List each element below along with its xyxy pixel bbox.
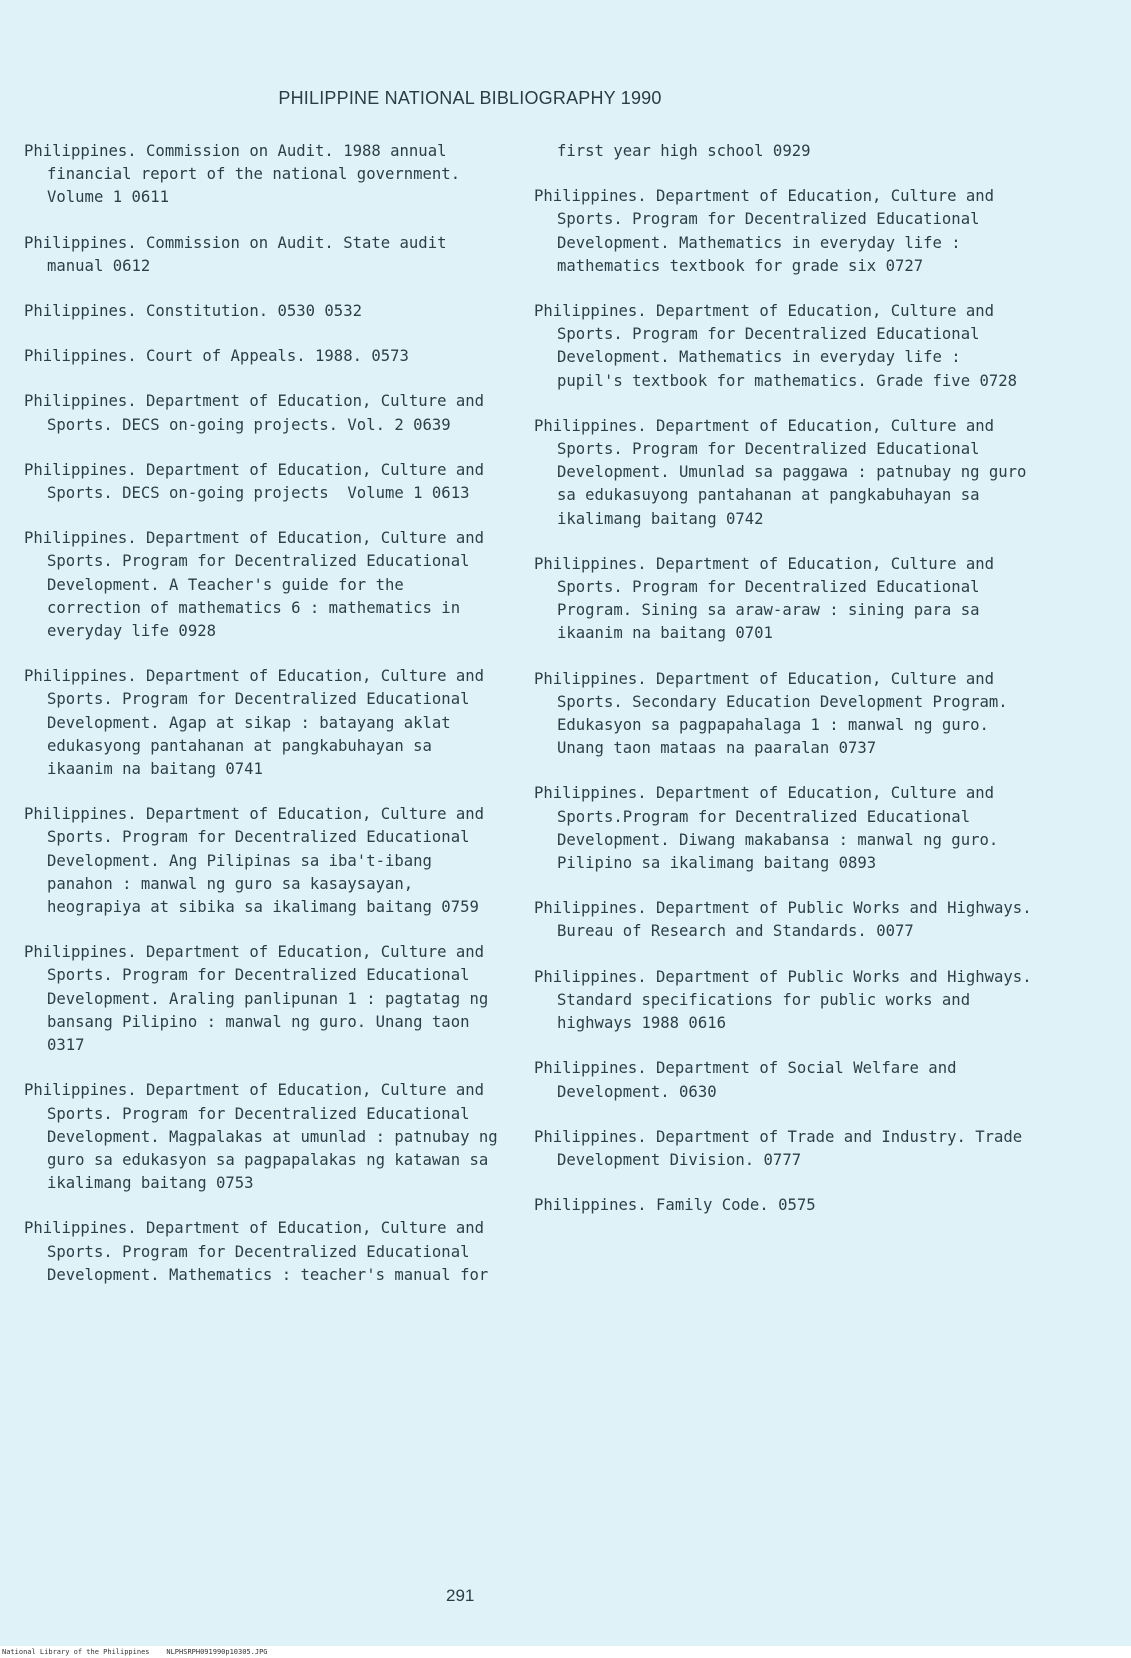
bib-entry: Philippines. Department of Trade and Industry. Trade Development Division. 0777 [534, 1127, 1032, 1169]
bib-entry: Philippines. Department of Education, Culture and Sports. Program for Decentralized Educational Development. Agap at sikap : batayang aklat edukasyong pantahanan at pangkabuhayan sa ikaanim na baitang 0741 [24, 667, 494, 779]
bib-entry: Philippines. Commission on Audit. State audit manual 0612 [24, 233, 456, 275]
bib-entry: Philippines. Department of Education, Culture and Sports. Program for Decentralized Educational Development. A Teacher's guide for the correction of mathematics 6 : mathematics in everyday life 0928 [24, 529, 494, 641]
bib-entry: Philippines. Department of Education, Culture and Sports. Secondary Education Development Program. Edukasyon sa pagpapahalaga 1 : manwal ng guro. Unang taon mataas na paaralan 0737 [534, 669, 1018, 758]
page-number: 291 [446, 1586, 475, 1605]
bib-entry: Philippines. Family Code. 0575 [534, 1196, 816, 1215]
bib-entry: Philippines. Commission on Audit. 1988 annual financial report of the national government. Volume 1 0611 [24, 142, 470, 207]
left-column [24, 140, 508, 1309]
bib-entry: Philippines. Department of Education, Culture and Sports. Program for Decentralized Educational Development. Magpalakas at umunlad : patnubay ng guro sa edukasyon sa pagpapalakas ng katawan sa ikalimang baitang 0753 [24, 1081, 508, 1193]
scan-footer [0, 1646, 1131, 1658]
bib-entry: Philippines. Department of Education, Culture and Sports. Program for Decentralized Educational Development. Mathematics in everyday life : pupil's textbook for mathematics. Grade five 0728 [534, 302, 1018, 390]
bib-entry: Philippines. Department of Education, Culture and Sports. Program for Decentralized Educational Development. Mathematics : teacher's manual for [24, 1219, 494, 1284]
footer-file: NLPHSRPH091990p10305.JPG [166, 1648, 268, 1656]
bib-entry: Philippines. Constitution. 0530 0532 [24, 302, 362, 321]
footer-library: National Library of the Philippines [2, 1648, 150, 1656]
bib-entry: Philippines. Department of Social Welfare and Development. 0630 [534, 1059, 966, 1101]
bib-entry: Philippines. Department of Education, Culture and Sports. Program for Decentralized Educational Development. Araling panlipunan 1 : pagtatag ng bansang Pilipino : manwal ng guro. Unang taon 0317 [24, 943, 498, 1055]
bib-entry: Philippines. Department of Education, Culture and Sports. Program for Decentralized Educational Development. Mathematics in everyday life : mathematics textbook for grade six 0727 [534, 187, 1004, 275]
bib-entry: Philippines. Court of Appeals. 1988. 0573 [24, 347, 409, 366]
bib-entry: Philippines. Department of Education, Culture and Sports.Program for Decentralized Educational Development. Diwang makabansa : manwal ng guro. Pilipino sa ikalimang baitang 0893 [534, 784, 1008, 873]
right-column [534, 140, 1041, 1239]
bib-entry: Philippines. Department of Education, Culture and Sports. Program for Decentralized Educational Development. Umunlad sa paggawa : patnubay ng guro sa edukasuyong pantahanan at pangkabuhayan sa ikalimang baitang 0742 [534, 416, 1036, 528]
bib-entry: Philippines. Department of Education, Culture and Sports. DECS on-going projects. Vol. 2 0639 [24, 392, 494, 434]
bib-entry-continuation: first year high school 0929 [557, 142, 811, 160]
bib-entry: Philippines. Department of Education, Culture and Sports. Program for Decentralized Educational Development. Ang Pilipinas sa iba't-ibang panahon : manwal ng guro sa kasaysayan, heograpiya at sibika sa ikalimang baitang 0759 [24, 805, 494, 917]
bib-entry: Philippines. Department of Public Works and Highways. Bureau of Research and Standards. 0077 [534, 899, 1041, 941]
page-title: PHILIPPINE NATIONAL BIBLIOGRAPHY 1990 [278, 88, 662, 108]
bib-entry: Philippines. Department of Education, Culture and Sports. Program for Decentralized Educational Program. Sining sa araw-araw : sining para sa ikaanim na baitang 0701 [534, 554, 1004, 643]
bib-entry: Philippines. Department of Public Works and Highways. Standard specifications for public works and highways 1988 0616 [534, 967, 1041, 1033]
bib-entry: Philippines. Department of Education, Culture and Sports. DECS on-going projects Volume 1 0613 [24, 460, 494, 503]
